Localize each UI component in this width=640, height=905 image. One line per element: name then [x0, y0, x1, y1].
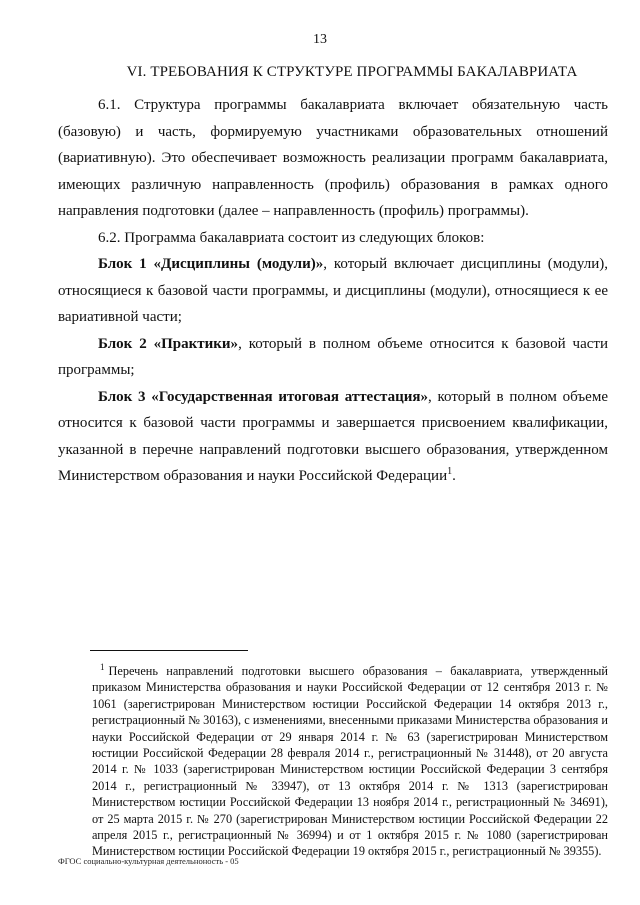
block-2-title: Блок 2 «Практики» — [98, 335, 239, 352]
section-title: VI. ТРЕБОВАНИЯ К СТРУКТУРЕ ПРОГРАММЫ БАКАЛАВРИАТА — [126, 64, 578, 80]
footnote-mark: 1 — [100, 661, 105, 672]
footnote-paragraph — [92, 663, 608, 860]
footnote-reference[interactable]: 1 — [447, 466, 453, 477]
block-1-title: Блок 1 «Дисциплины (модули)» — [98, 256, 324, 272]
footnote — [92, 663, 608, 860]
block-3-end: . — [452, 468, 456, 484]
block-1-paragraph — [58, 251, 608, 331]
block-1-text: , который включает дисциплины (модули), относящиеся к базовой части программы, и дисциплины (модули), относящиеся к ее вариативной части; — [58, 256, 609, 325]
paragraph-6-1: 6.1. Структура программы бакалавриата включает обязательную часть (базовую) и часть, формируемую участниками образовательных отношений (вариативную). Это обеспечивает возможность реализации программ бакалавриата, имеющих различную направленность (профиль) образования в рамках одного направления подготовки (далее – направленность (профиль) программы). — [58, 97, 608, 219]
paragraph-6-2: 6.2. Программа бакалавриата состоит из следующих блоков: — [98, 229, 485, 246]
page-number: 13 — [313, 32, 327, 47]
block-2-text: , который в полном объеме относится к базовой части программы; — [58, 335, 608, 378]
page-footer: ФГОС социально-культурная деятельноность - 05 — [58, 856, 239, 866]
footnote-text: Перечень направлений подготовки высшего образования – бакалавриата, утвержденный приказом Министерства образования и науки Российской Федерации от 12 сентября 2013 г. № 1061 (зарегистрирован Министерством юстиции Российской Федерации 14 октября 2013 г., регистрационный № 30163), с изменениями, внесенными приказами Министерства образования и науки Российской Федерации от 29 января 2014 г. № 63 (зарегистрирован Министерством юстиции Российской Федерации 28 февраля 2014 г., регистрационный № 31448), от 20 августа 2014 г. № 1033 (зарегистрирован Министерством юстиции Российской Федерации 3 сентября 2014 г., регистрационный № 33947), от 13 октября 2014 г. № 1313 (зарегистрирован Министерством юстиции Российской Федерации 13 ноября 2014 г., регистрационный № 34691), от 25 марта 2015 г. № 270 (зарегистрирован Министерством юстиции Российской Федерации 22 апреля 2015 г., регистрационный № 36994) и от 1 октября 2015 г. № 1080 (зарегистрирован Министерством юстиции Российской Федерации 19 октября 2015 г., регистрационный № 39355). — [92, 664, 608, 859]
body-text — [58, 92, 608, 490]
footnote-divider — [90, 650, 248, 651]
block-3-text: , который в полном объеме относится к базовой части программы и завершается присвоением квалификации, указанной в перечне направлений подготовки высшего образования, утвержденном Министерством образования и науки Российской Федерации — [58, 388, 608, 484]
block-2-paragraph — [58, 331, 608, 384]
block-3-title: Блок 3 «Государственная итоговая аттестация» — [98, 388, 429, 405]
block-3-paragraph — [58, 384, 608, 490]
